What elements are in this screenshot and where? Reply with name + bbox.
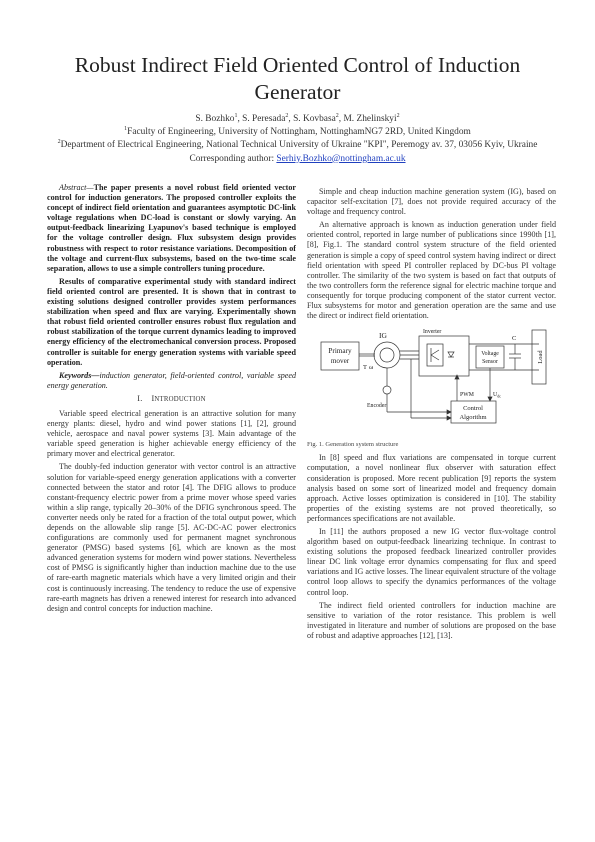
ig-rotor-icon [380, 348, 394, 362]
inverter-switch-icon [427, 344, 443, 366]
keywords-text: induction generator, field-oriented control, variable speed energy generation. [47, 370, 296, 390]
diode-icon [448, 352, 454, 357]
udc-label: $U_{dc}$ [493, 392, 502, 399]
author-sup: 2 [285, 112, 289, 119]
generation-system-diagram [307, 326, 556, 438]
ig-machine-icon [374, 342, 400, 368]
left-column [47, 183, 296, 617]
inverter-switch-icon [431, 355, 439, 360]
sensor-label: Sensor [482, 359, 498, 366]
arrow-icon [488, 397, 492, 401]
affil-text: Faculty of Engineering, University of Nottingham, NottinghamNG7 2RD, United Kingdom [127, 127, 471, 138]
intro-paragraph: Variable speed electrical generation is an attractive solution for many energy plants: diesel, hydro and wind power stations [1], [2], ground vehicle, aerospace and naval power systems [3]. Main advantage of the variable speed generation is higher achievable energy efficiency of the primary mover and electrical generator. [47, 408, 296, 459]
paper-title [30, 52, 565, 106]
corresponding-author [20, 153, 575, 166]
load-label: Load [537, 350, 544, 364]
author-sup: 1 [234, 112, 238, 119]
body-paragraph: In [11] the authors proposed a new IG vector flux-voltage control algorithm based on output-feedback linearizing technique. In contrast to existing solutions the proposed feedback linearized controller provides linear DC link voltage error dynamics compensating for flux and speed variations and IG active losses. The linear equivalent structure of the voltage control loop allows to specify the dynamics performances of the voltage control loop. [307, 526, 556, 597]
affil-sup: 1 [124, 126, 128, 133]
body-paragraph: The indirect field oriented controllers for induction machine are sensitive to variation of the rotor resistance. This problem is well investigated in literature and number of solutions are proposed on the base of robust and adaptive approaches [12], [13]. [307, 600, 556, 640]
intro-paragraph: The doubly-fed induction generator with vector control is an attractive solution for variable-speed energy generation applications with a converter connected between the stator and rotor [4]. The DFIG allows to produce constant-frequency electric power from a prime mover whose speed varies within a slip range, typically 20–30% of the DFIG synchronous speed. The converter needs only be rated for a fraction of the total output power, which depends on the allowable slip range [5]. AC-DC-AC power electronics configurations are commonly used for permanent magnet synchronous generator (PMSG) based systems [6], which are known as the most advanced generation systems for modern wind power stations. Nevertheless cost of PMSG is significantly higher than induction machine due to the use of rare-earth magnetic materials which have a very limited origin and their cost is continuously increasing. The tendency to reduce the use of expensive rare-earth magnets has driven a renewed interest for research into advanced design and control concepts for induction machine. [47, 462, 296, 613]
author-block [20, 113, 575, 166]
section-heading-introduction [47, 394, 296, 405]
figure-1 [307, 326, 556, 438]
author-list: S. Bozhko$^1$, S. Peresada$^2$, S. Kovbasa$^2$, M. Zhelinskyi$^2$ [195, 112, 400, 124]
inverter-label: Inverter [423, 329, 442, 336]
author-sup: 2 [335, 112, 339, 119]
encoder-label: Encoder [367, 403, 387, 410]
encoder-icon [383, 386, 391, 394]
voltage-label: Voltage [481, 351, 499, 358]
keywords [47, 371, 296, 391]
body-paragraph: An alternative approach is known as induction generation under field oriented control, reported in large number of publications since 1990th [1], [8], Fig.1. The standard control system structure of the field oriented generation is simple a copy of speed control system having indirect or direct field orientation with speed PI controller replaced by DC-bus PI voltage controller. The similarity of the two system is based on fact that outputs of the two controllers form the reference signal for electric machine torque and consequently for torque producing component of the stator current vector. Flux subsystems for motor and generation operation are the same and use the direct or indirect field orientation. [307, 220, 556, 321]
author-name: S. Kovbasa [293, 114, 336, 124]
corresp-label: Corresponding author: [189, 153, 275, 164]
keywords-label: Keywords— [59, 370, 100, 380]
author-name: M. Zhelinskyi [343, 114, 397, 124]
inverter-box [419, 336, 469, 376]
abstract-results: Results of comparative experimental study with standard indirect field oriented control are presented. It is shown that in contrast to existing solutions designed controller provides system performances stabilization when speed and flux are varying. Experimentally shown that robust field oriented controller ensures robust flux regulation and robust stabilization of the torque current dynamics leading to improved energy efficiency of the electromechanical conversion process. Proposed controller is suitable for energy generation systems with variable speed operation. [47, 276, 296, 367]
affiliation-2 [20, 139, 575, 152]
abstract-label: Abstract— [59, 183, 94, 192]
figure-caption: Fig. 1. Generation system structure [307, 441, 399, 449]
arrow-icon [447, 410, 451, 414]
inverter-switch-icon [431, 350, 439, 355]
primary-label: Primary [328, 347, 352, 356]
control-label: Control [463, 405, 483, 413]
abstract [47, 183, 296, 274]
arrow-icon [455, 375, 459, 379]
affil-sup: 2 [57, 139, 61, 146]
torque-label: T [363, 364, 367, 372]
ig-label: IG [379, 331, 387, 341]
body-paragraph: In [8] speed and flux variations are compensated in torque current computation, a novel nonlinear flux observer with saturation effect consideration is proposed. More recent publication [9] reports the system analysis based on some sort of linearized model and frequency domain approach. Active losses optimization is considered in [10]. The stability properties of the existing systems are not proved theoretically, so performances specifications are not available. [307, 453, 556, 523]
algorithm-label: Algorithm [459, 414, 487, 422]
pwm-label: PWM [460, 392, 474, 399]
author-name: S. Peresada [242, 114, 286, 124]
title-line-2: Generator [254, 80, 341, 104]
title-line-1: Robust Indirect Field Oriented Control of Induction [74, 53, 521, 77]
abstract-text: The paper presents a novel robust field oriented vector control for induction generators. The proposed controller exploits the concept of indirect field orientation and guarantees asymptotic DC-link voltage regulations when DC-load is constant or slowly varying. An output-feedback linearizing Lyapunov's based technique is employed for the voltage controller design. Flux subsystem design provides robustness with respect to rotor resistance variations. Decomposition of the voltage and current-flux subsystems, based on the two-time scale separation, allows to use a simple controllers tuning procedure. [47, 183, 296, 273]
section-title-first: I [151, 393, 155, 403]
body-paragraph: Simple and cheap induction machine generation system (IG), based on capacitor self-excitation [7], does not provide required accuracy of the voltage and frequency control. [307, 187, 556, 217]
capacitor-label: C [512, 335, 517, 343]
affiliation-1 [20, 126, 575, 139]
section-number: I. [137, 393, 143, 403]
mover-label: mover [330, 357, 350, 366]
right-column [307, 187, 556, 644]
affil-text: Department of Electrical Engineering, National Technical University of Ukraine "KPI", Peremogy av. 37, 03056 Kyiv, Ukraine [60, 140, 538, 151]
author-name: S. Bozhko [195, 114, 235, 124]
corresp-email-link[interactable]: Serhiy.Bozhko@nottingham.ac.uk [276, 153, 406, 164]
arrow-icon [447, 416, 451, 420]
author-sup: 2 [396, 112, 400, 119]
omega-label: ω [369, 364, 374, 372]
section-title-rest: NTRODUCTION [154, 395, 206, 403]
